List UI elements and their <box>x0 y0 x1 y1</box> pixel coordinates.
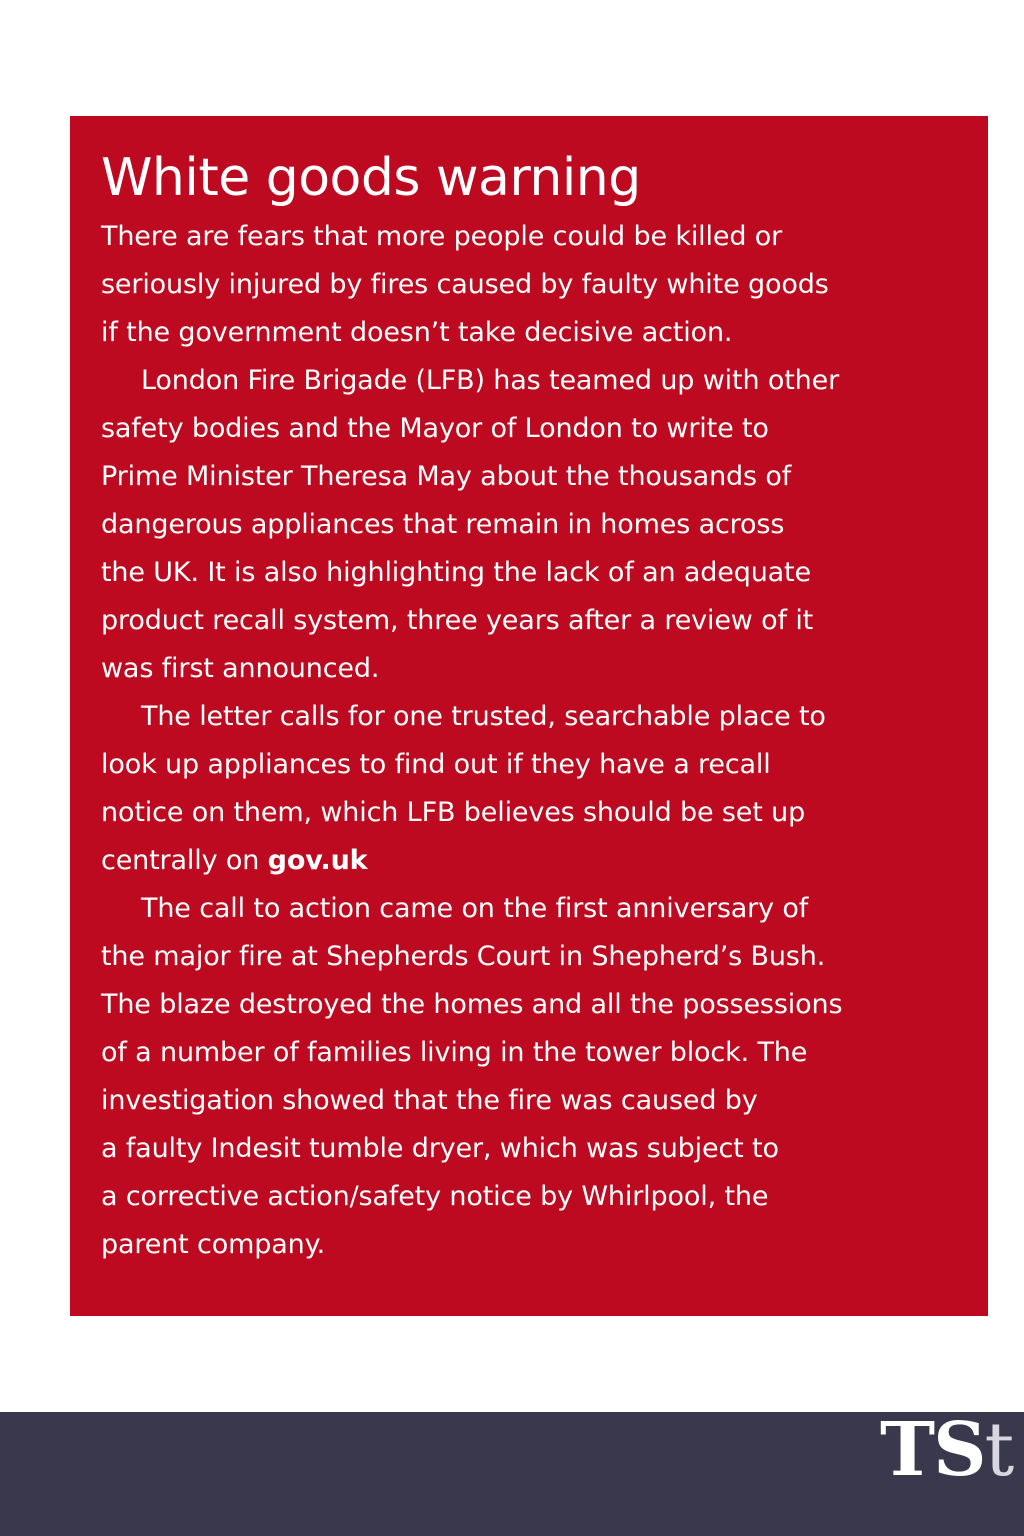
article-line <box>101 597 958 645</box>
gov-uk-link: gov.uk <box>267 845 368 876</box>
article-line <box>101 789 958 837</box>
article-line <box>101 357 958 405</box>
article-line-text: a faulty Indesit tumble dryer, which was subject to <box>101 1133 779 1164</box>
article-line <box>101 261 958 309</box>
article-line <box>101 453 958 501</box>
article-line-text: The letter calls for one trusted, searchable place to <box>141 701 826 732</box>
article-line <box>101 933 958 981</box>
article-line <box>101 693 958 741</box>
article-line <box>101 501 958 549</box>
article-line-text: look up appliances to find out if they have a recall <box>101 749 771 780</box>
article-line <box>101 1077 958 1125</box>
article-line-text: product recall system, three years after a review of it <box>101 605 814 636</box>
article-line-text: the UK. It is also highlighting the lack of an adequate <box>101 557 811 588</box>
article-line-text: seriously injured by fires caused by faulty white goods <box>101 269 829 300</box>
article-line <box>101 645 958 693</box>
article-line <box>101 741 958 789</box>
article-line <box>101 549 958 597</box>
article-line-text: centrally on <box>101 845 268 876</box>
footer-bar <box>0 1412 1024 1536</box>
article-line-text: The blaze destroyed the homes and all the possessions <box>101 989 843 1020</box>
article-line-text: parent company. <box>101 1229 326 1260</box>
article-line-text: was first announced. <box>101 653 380 684</box>
warning-box <box>70 116 988 1316</box>
article-line-text: dangerous appliances that remain in homes across <box>101 509 785 540</box>
article-line-text: safety bodies and the Mayor of London to write to <box>101 413 769 444</box>
article-line-text: London Fire Brigade (LFB) has teamed up with other <box>141 365 840 396</box>
logo-main: TS <box>880 1407 985 1493</box>
article-line <box>101 1173 958 1221</box>
article-line-text: Prime Minister Theresa May about the thousands of <box>101 461 792 492</box>
article-line-text: investigation showed that the fire was caused by <box>101 1085 758 1116</box>
brand-logo <box>880 1407 1013 1493</box>
article-line <box>101 1125 958 1173</box>
article-line <box>101 981 958 1029</box>
article-line-text: a corrective action/safety notice by Whirlpool, the <box>101 1181 769 1212</box>
article-line-text: There are fears that more people could be killed or <box>101 221 783 252</box>
article-line <box>101 837 958 885</box>
article-line <box>101 405 958 453</box>
article-line <box>101 1029 958 1077</box>
article-line <box>101 885 958 933</box>
article-line <box>101 1221 958 1269</box>
article-line-text: the major fire at Shepherds Court in Shepherd’s Bush. <box>101 941 826 972</box>
article-body <box>101 213 958 1269</box>
article-line-text: of a number of families living in the tower block. The <box>101 1037 808 1068</box>
logo-tail: t <box>984 1407 1013 1493</box>
article-line <box>101 309 958 357</box>
article-line <box>101 213 958 261</box>
article-line-text: notice on them, which LFB believes should be set up <box>101 797 806 828</box>
article-line-text: The call to action came on the first anniversary of <box>141 893 809 924</box>
article-line-text: if the government doesn’t take decisive action. <box>101 317 733 348</box>
article-title: White goods warning <box>101 148 641 208</box>
